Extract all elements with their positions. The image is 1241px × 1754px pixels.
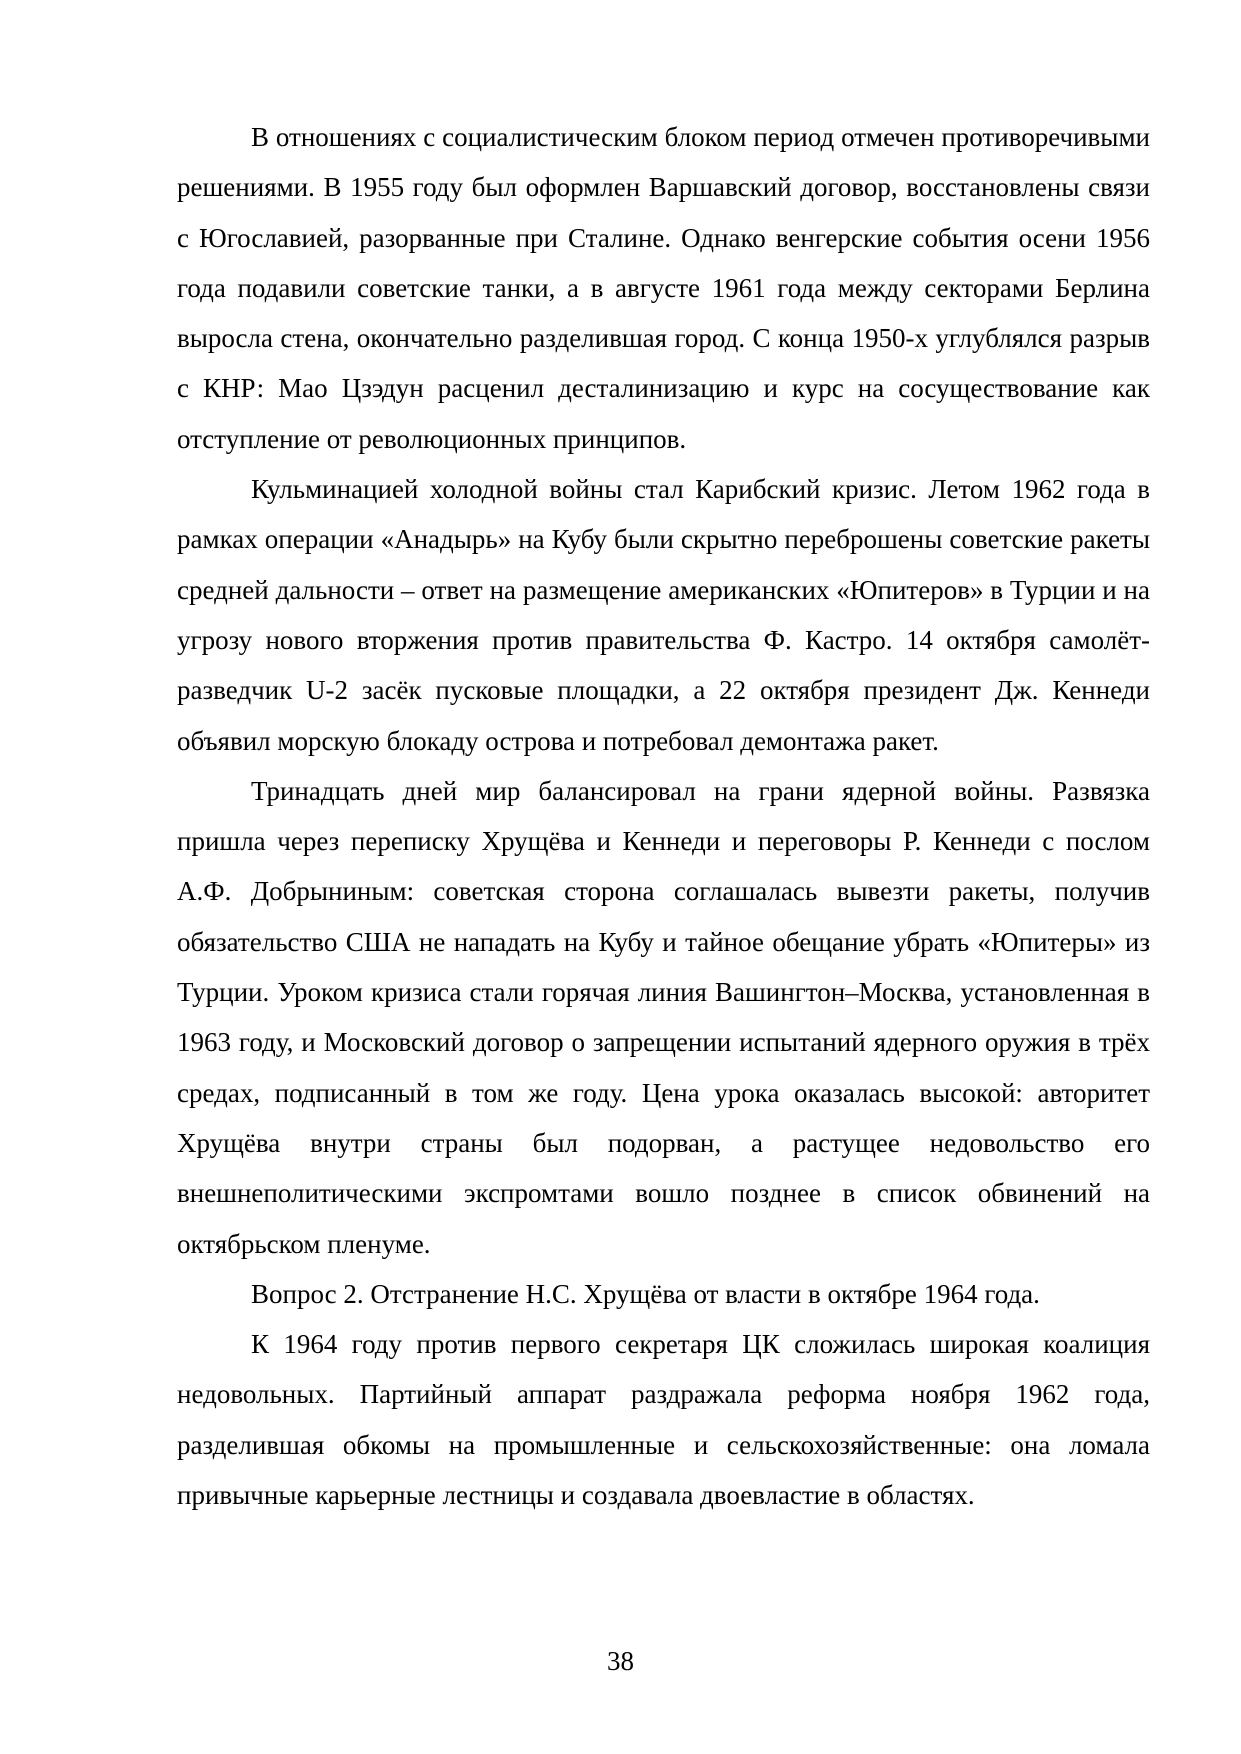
section-heading-question-2: Вопрос 2. Отстранение Н.С. Хрущёва от власти в октябре 1964 года. bbox=[251, 1278, 1040, 1309]
paragraph-thirteen-days: Тринадцать дней мир балансировал на грани ядерной войны. Развязка пришла через переписку Хрущёва и Кеннеди и переговоры Р. Кеннеди с послом А.Ф. Добрыниным: советская сторона соглашалась вывезти ракеты, получив обязательство США не нападать на Кубу и тайное обещание убрать «Юпитеры» из Турции. Уроком кризиса стали горячая линия Вашингтон–Москва, установленная в 1963 году, и Московский договор о запрещении испытаний ядерного оружия в трёх средах, подписанный в том же году. Цена урока оказалась высокой: авторитет Хрущёва внутри страны был подорван, а растущее недовольство его внешнеполитическими экспромтами вошло позднее в список обвинений на октябрьском пленуме. bbox=[177, 775, 1150, 1259]
paragraph-caribbean-crisis: Кульминацией холодной войны стал Карибский кризис. Летом 1962 года в рамках операции «Анадырь» на Кубу были скрытно переброшены советские ракеты средней дальности – ответ на размещение американских «Юпитеров» в Турции и на угрозу нового вторжения против правительства Ф. Кастро. 14 октября самолёт-разведчик U-2 засёк пусковые площадки, а 22 октября президент Дж. Кеннеди объявил морскую блокаду острова и потребовал демонтажа ракет. bbox=[177, 474, 1150, 756]
page-number: 38 bbox=[607, 1646, 634, 1676]
page-body bbox=[177, 112, 1150, 1520]
paragraph-coalition-1964: К 1964 году против первого секретаря ЦК сложилась широкая коалиция недовольных. Партийный аппарат раздражала реформа ноября 1962 года, разделившая обкомы на промышленные и сельскохозяйственные: она ломала привычные карьерные лестницы и создавала двоевластие в областях. bbox=[177, 1329, 1150, 1511]
paragraph-socialist-bloc: В отношениях с социалистическим блоком период отмечен противоречивыми решениями. В 1955 году был оформлен Варшавский договор, восстановлены связи с Югославией, разорванные при Сталине. Однако венгерские события осени 1956 года подавили советские танки, а в августе 1961 года между секторами Берлина выросла стена, окончательно разделившая город. С конца 1950-х углублялся разрыв с КНР: Мао Цзэдун расценил десталинизацию и курс на сосуществование как отступление от революционных принципов. bbox=[177, 122, 1150, 454]
